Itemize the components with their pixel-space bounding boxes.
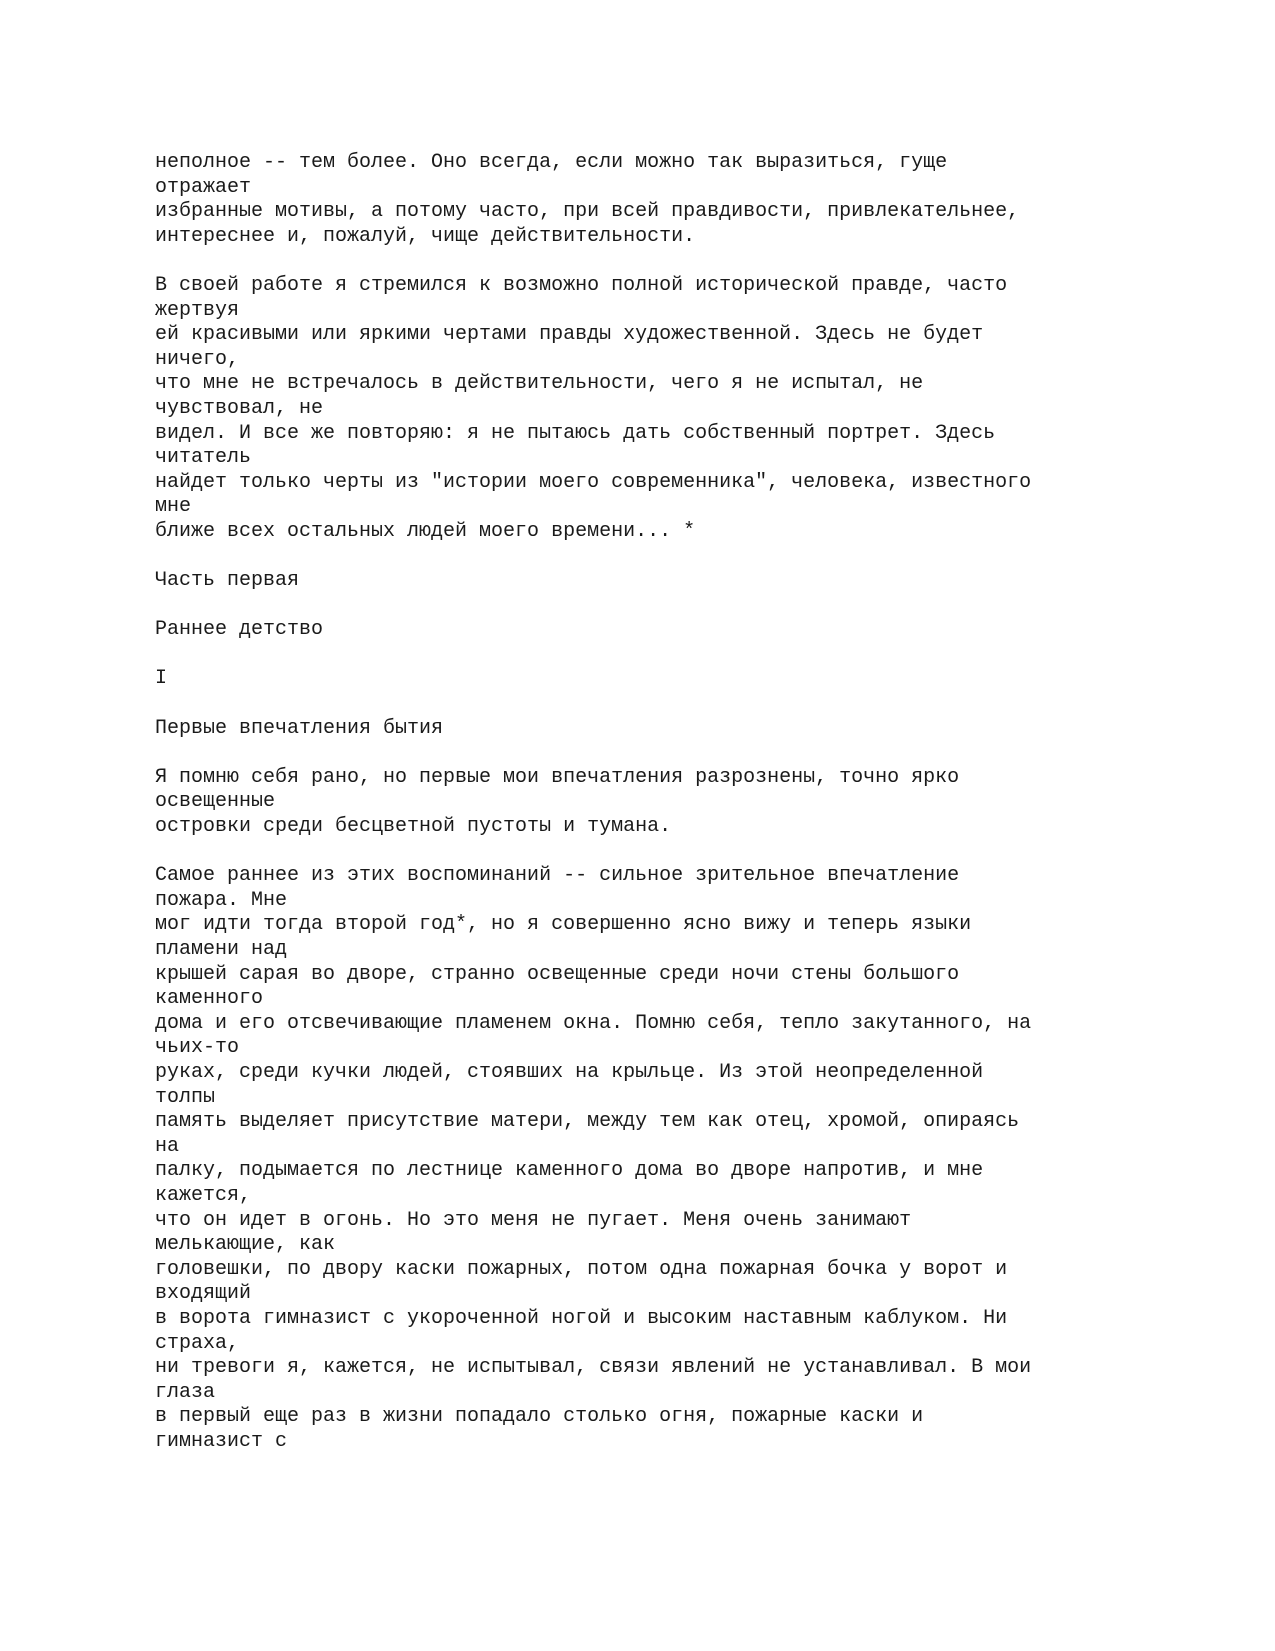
- text-line: ей красивыми или яркими чертами правды художественной. Здесь не будет: [155, 323, 984, 347]
- text-line: читатель: [155, 446, 252, 470]
- text-line: чувствовал, не: [155, 396, 324, 420]
- text-line: входящий: [155, 1282, 252, 1306]
- text-line: неполное -- тем более. Оно всегда, если можно так выразиться, гуще: [155, 151, 948, 174]
- text-line: интереснее и, пожалуй, чище действительности.: [155, 224, 696, 248]
- text-line: ничего,: [155, 347, 240, 371]
- text-line: Самое раннее из этих воспоминаний -- сильное зрительное впечатление: [155, 864, 960, 888]
- text-line: чьих-то: [155, 1036, 240, 1060]
- text-line: палку, подымается по лестнице каменного дома во дворе напротив, и мне: [155, 1159, 984, 1183]
- text-line: мог идти тогда второй год*, но я совершенно ясно вижу и теперь языки: [155, 913, 972, 937]
- text-line: мне: [155, 495, 192, 519]
- blank-line: [155, 643, 1155, 668]
- text-line: Раннее детство: [155, 618, 324, 642]
- text-line: мелькающие, как: [155, 1233, 336, 1257]
- text-line: память выделяет присутствие матери, между тем как отец, хромой, опираясь: [155, 1110, 1020, 1134]
- text-line: Первые впечатления бытия: [155, 716, 444, 740]
- text-line: I: [155, 667, 168, 691]
- blank-line: [155, 249, 1155, 274]
- text-line: толпы: [155, 1085, 216, 1109]
- text-line: найдет только черты из "истории моего современника", человека, известного: [155, 470, 1032, 494]
- text-line: избранные мотивы, а потому часто, при всей правдивости, привлекательнее,: [155, 200, 1020, 224]
- text-line: Я помню себя рано, но первые мои впечатления разрознены, точно ярко: [155, 765, 960, 789]
- text-line: глаза: [155, 1380, 216, 1404]
- text-line: в первый еще раз в жизни попадало столько огня, пожарные каски и: [155, 1405, 924, 1429]
- text-line: В своей работе я стремился к возможно полной исторической правде, часто: [155, 273, 1008, 297]
- text-line: кажется,: [155, 1183, 252, 1207]
- text-line: ближе всех остальных людей моего времени... *: [155, 519, 696, 543]
- text-line: пожара. Мне: [155, 888, 288, 912]
- text-line: Часть первая: [155, 569, 300, 593]
- text-line: видел. И все же повторяю: я не пытаюсь дать собственный портрет. Здесь: [155, 421, 996, 445]
- text-line: каменного: [155, 987, 264, 1011]
- blank-line: [155, 545, 1155, 570]
- text-line: островки среди бесцветной пустоты и тумана.: [155, 815, 672, 839]
- text-line: что мне не встречалось в действительности, чего я не испытал, не: [155, 372, 924, 396]
- text-line: ни тревоги я, кажется, не испытывал, связи явлений не устанавливал. В мои: [155, 1356, 1032, 1380]
- text-line: дома и его отсвечивающие пламенем окна. Помню себя, тепло закутанного, на: [155, 1011, 1032, 1035]
- text-line: крышей сарая во дворе, странно освещенные среди ночи стены большого: [155, 962, 960, 986]
- text-line: в ворота гимназист с укороченной ногой и высоким наставным каблуком. Ни: [155, 1306, 1008, 1330]
- text-line: гимназист с: [155, 1429, 288, 1453]
- text-line: отражает: [155, 175, 252, 199]
- text-line: руках, среди кучки людей, стоявших на крыльце. Из этой неопределенной: [155, 1060, 984, 1084]
- text-line: головешки, по двору каски пожарных, потом одна пожарная бочка у ворот и: [155, 1257, 1008, 1281]
- blank-line: [155, 594, 1155, 619]
- text-line: освещенные: [155, 790, 276, 814]
- text-line: на: [155, 1134, 180, 1158]
- text-line: что он идет в огонь. Но это меня не пугает. Меня очень занимают: [155, 1208, 912, 1232]
- blank-line: [155, 741, 1155, 766]
- blank-line: [155, 692, 1155, 717]
- text-line: жертвуя: [155, 298, 240, 322]
- text-line: пламени над: [155, 938, 288, 961]
- text-line: страха,: [155, 1331, 240, 1355]
- document-text: [155, 151, 1155, 1454]
- blank-line: [155, 840, 1155, 865]
